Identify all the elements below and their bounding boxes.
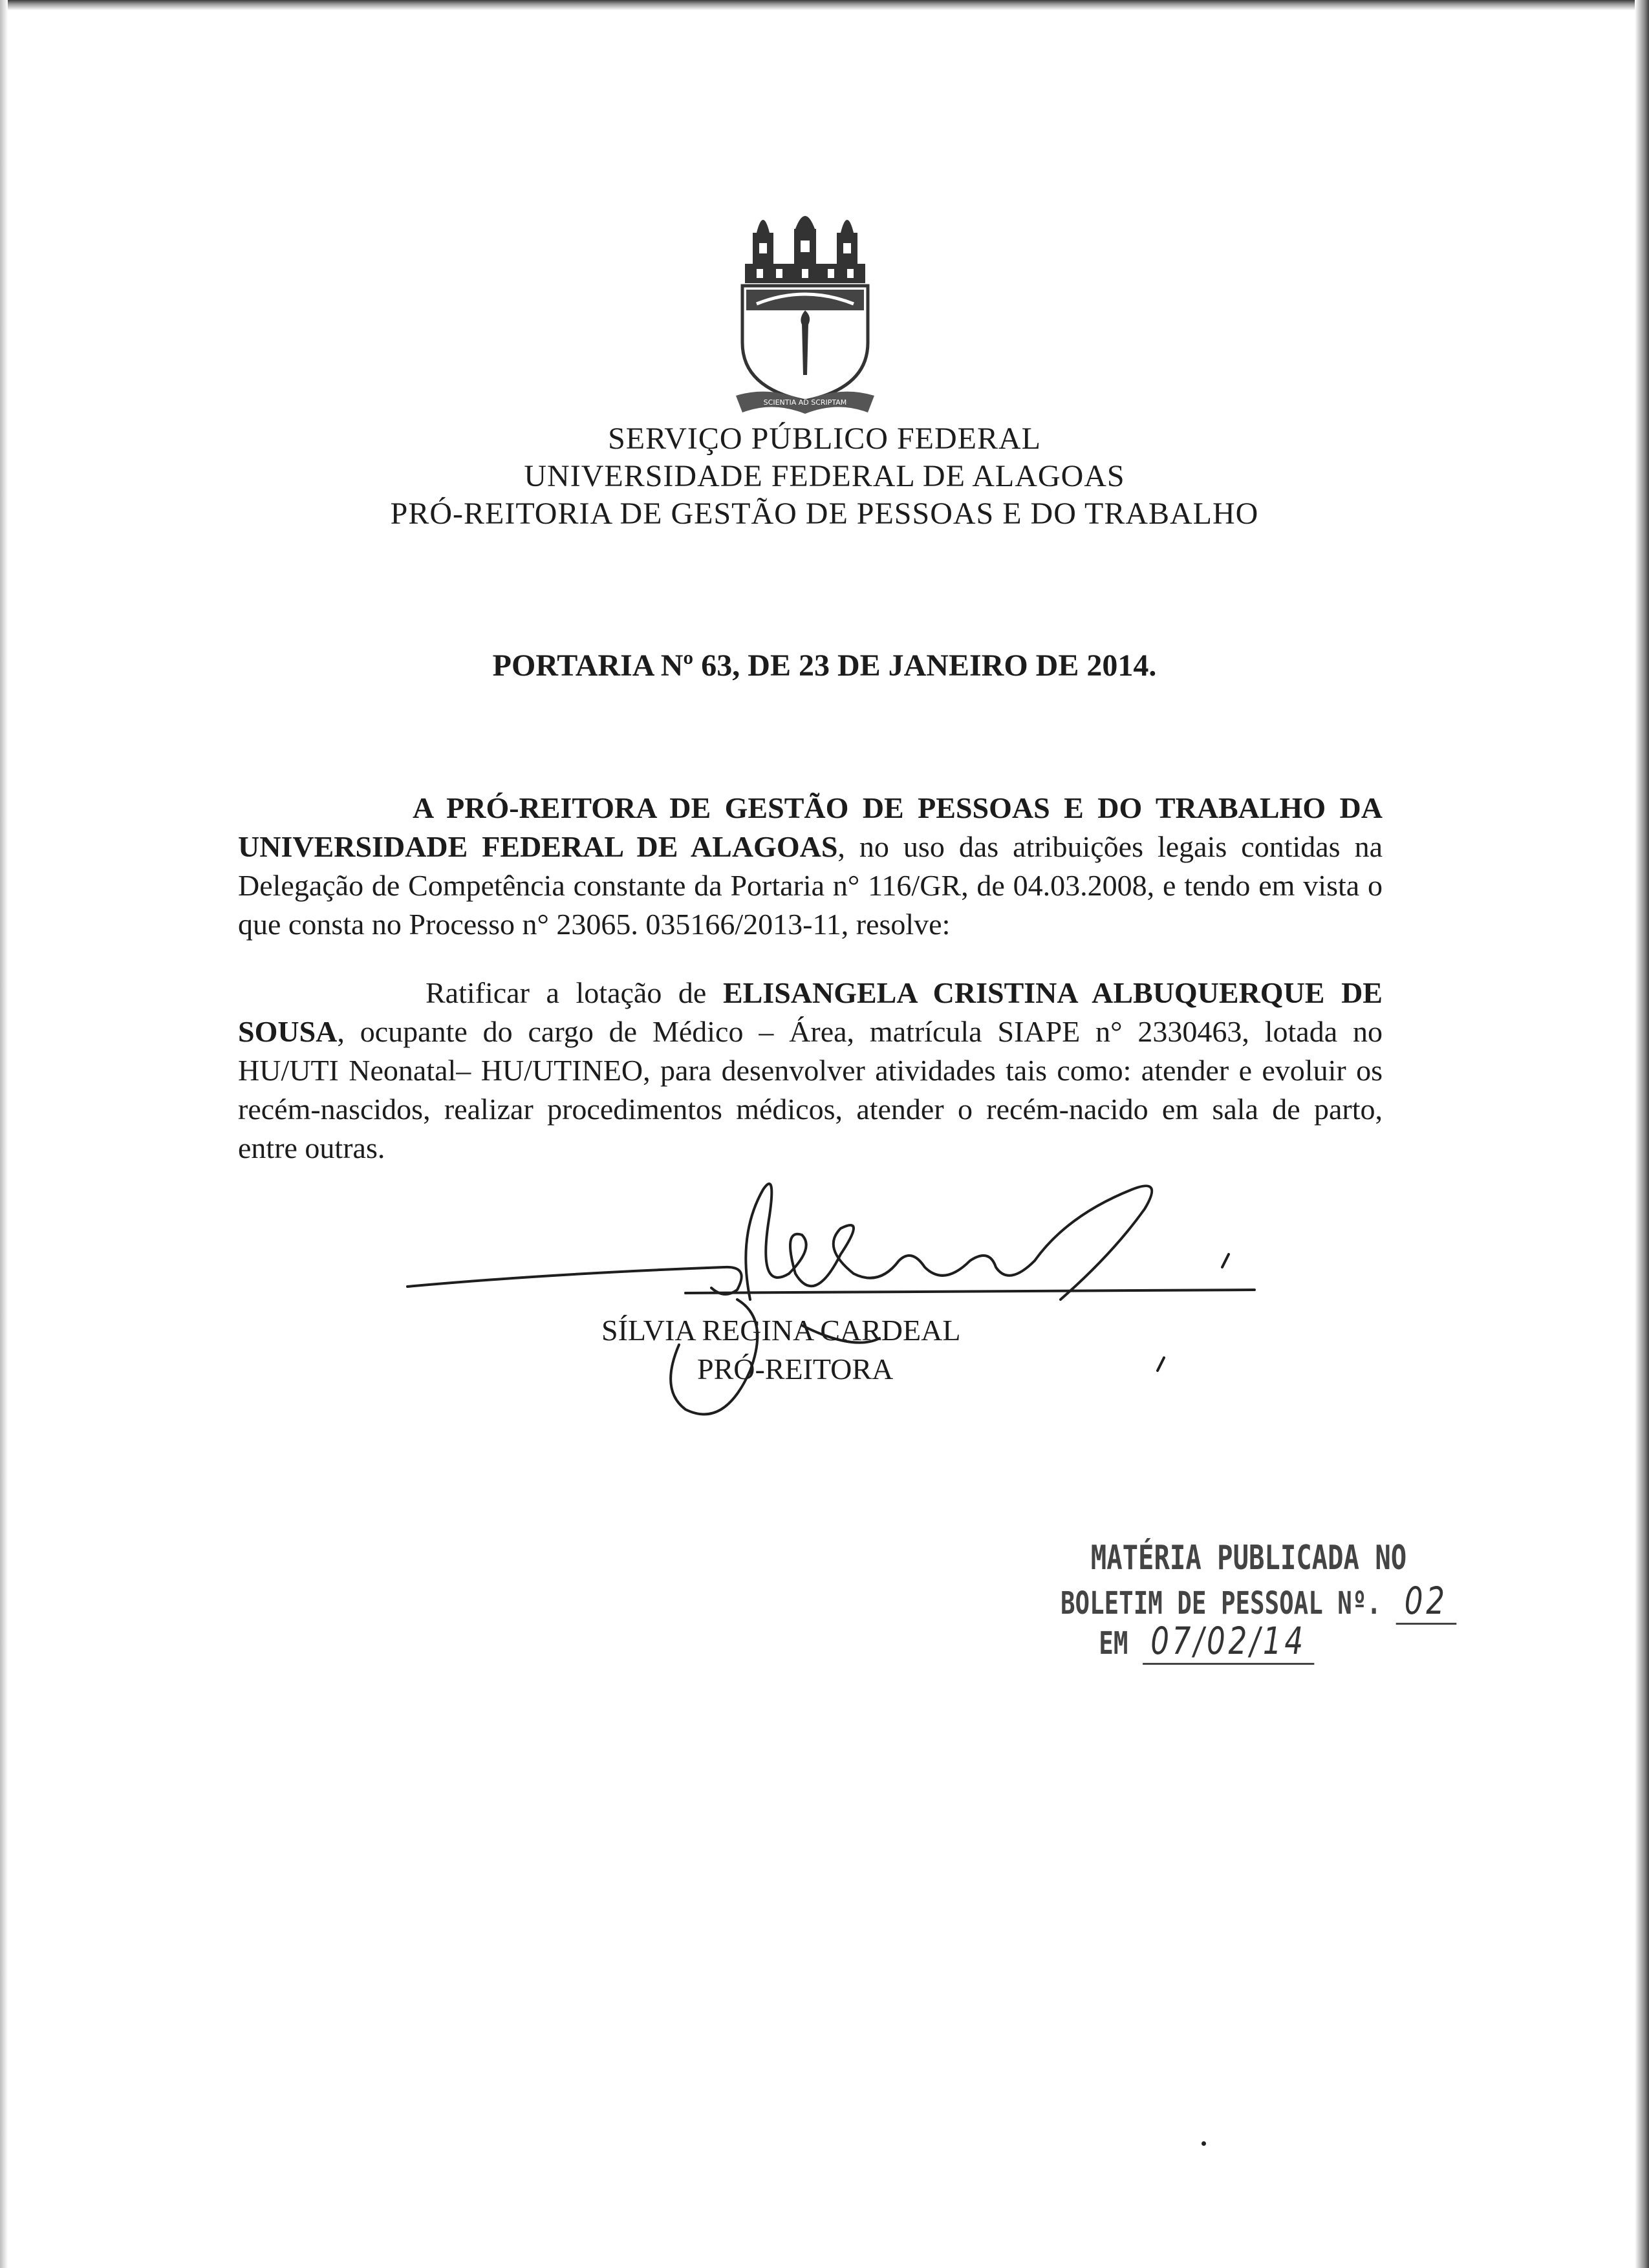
stamp-boletim-label: BOLETIM DE PESSOAL Nº.	[1061, 1585, 1381, 1621]
scan-edge-top	[0, 0, 1649, 10]
signer-role: PRÓ-REITORA	[697, 1353, 894, 1385]
handwritten-signature	[388, 1177, 1293, 1435]
signer-name: SÍLVIA REGINA CARDEAL	[601, 1314, 961, 1347]
resolution-text-start: Ratificar a lotação de	[426, 976, 723, 1009]
publication-stamp	[1061, 1539, 1448, 1663]
crest-motto: SCIENTIA AD SCRIPTAM	[763, 398, 847, 407]
university-crest-logo	[731, 207, 879, 420]
header-line-university: UNIVERSIDADE FEDERAL DE ALAGOAS	[524, 459, 1125, 493]
paragraph-preamble	[238, 789, 1383, 944]
stamp-line-date	[1061, 1619, 1353, 1663]
header-line-service: SERVIÇO PÚBLICO FEDERAL	[608, 422, 1041, 456]
document-header	[0, 420, 1649, 533]
document-title: PORTARIA Nº 63, DE 23 DE JANEIRO DE 2014.	[492, 648, 1157, 683]
employee-name: ELISANGELA CRISTINA ALBUQUERQUE DE SOUSA	[238, 976, 1383, 1048]
scan-speck	[1202, 2141, 1206, 2146]
signer-block	[601, 1311, 1015, 1389]
paragraph-resolution	[238, 974, 1383, 1168]
resolution-text-end: , ocupante do cargo de Médico – Área, matrícula SIAPE n° 2330463, lotada no HU/UTI Neonatal– HU/UTINEO, para desenvolver atividades tais como: atender e evoluir os recém-nascidos, realizar procedimentos médicos, atender o recém-nacido em sala de parto, entre outras.	[238, 1015, 1383, 1164]
stamp-date-label: EM	[1099, 1625, 1128, 1662]
stamp-line-boletim	[1061, 1579, 1448, 1623]
preamble-authority: A PRÓ-REITORA DE GESTÃO DE PESSOAS E DO TRABALHO DA UNIVERSIDADE FEDERAL DE ALAGOAS	[238, 791, 1383, 863]
header-line-department: PRÓ-REITORIA DE GESTÃO DE PESSOAS E DO TRABALHO	[390, 497, 1259, 531]
stamp-line-published: MATÉRIA PUBLICADA NO	[1090, 1539, 1407, 1578]
stamp-boletim-number: 02	[1396, 1579, 1456, 1625]
preamble-text: , no uso das atribuições legais contidas na Delegação de Competência constante da Portaria n° 116/GR, de 04.03.2008, e tendo em vista o que consta no Processo n° 23065. 035166/2013-11, resolve:	[238, 830, 1383, 941]
scan-edge-right	[1635, 0, 1649, 2268]
stamp-date: 07/02/14	[1143, 1619, 1314, 1665]
scan-edge-left	[0, 0, 8, 2268]
